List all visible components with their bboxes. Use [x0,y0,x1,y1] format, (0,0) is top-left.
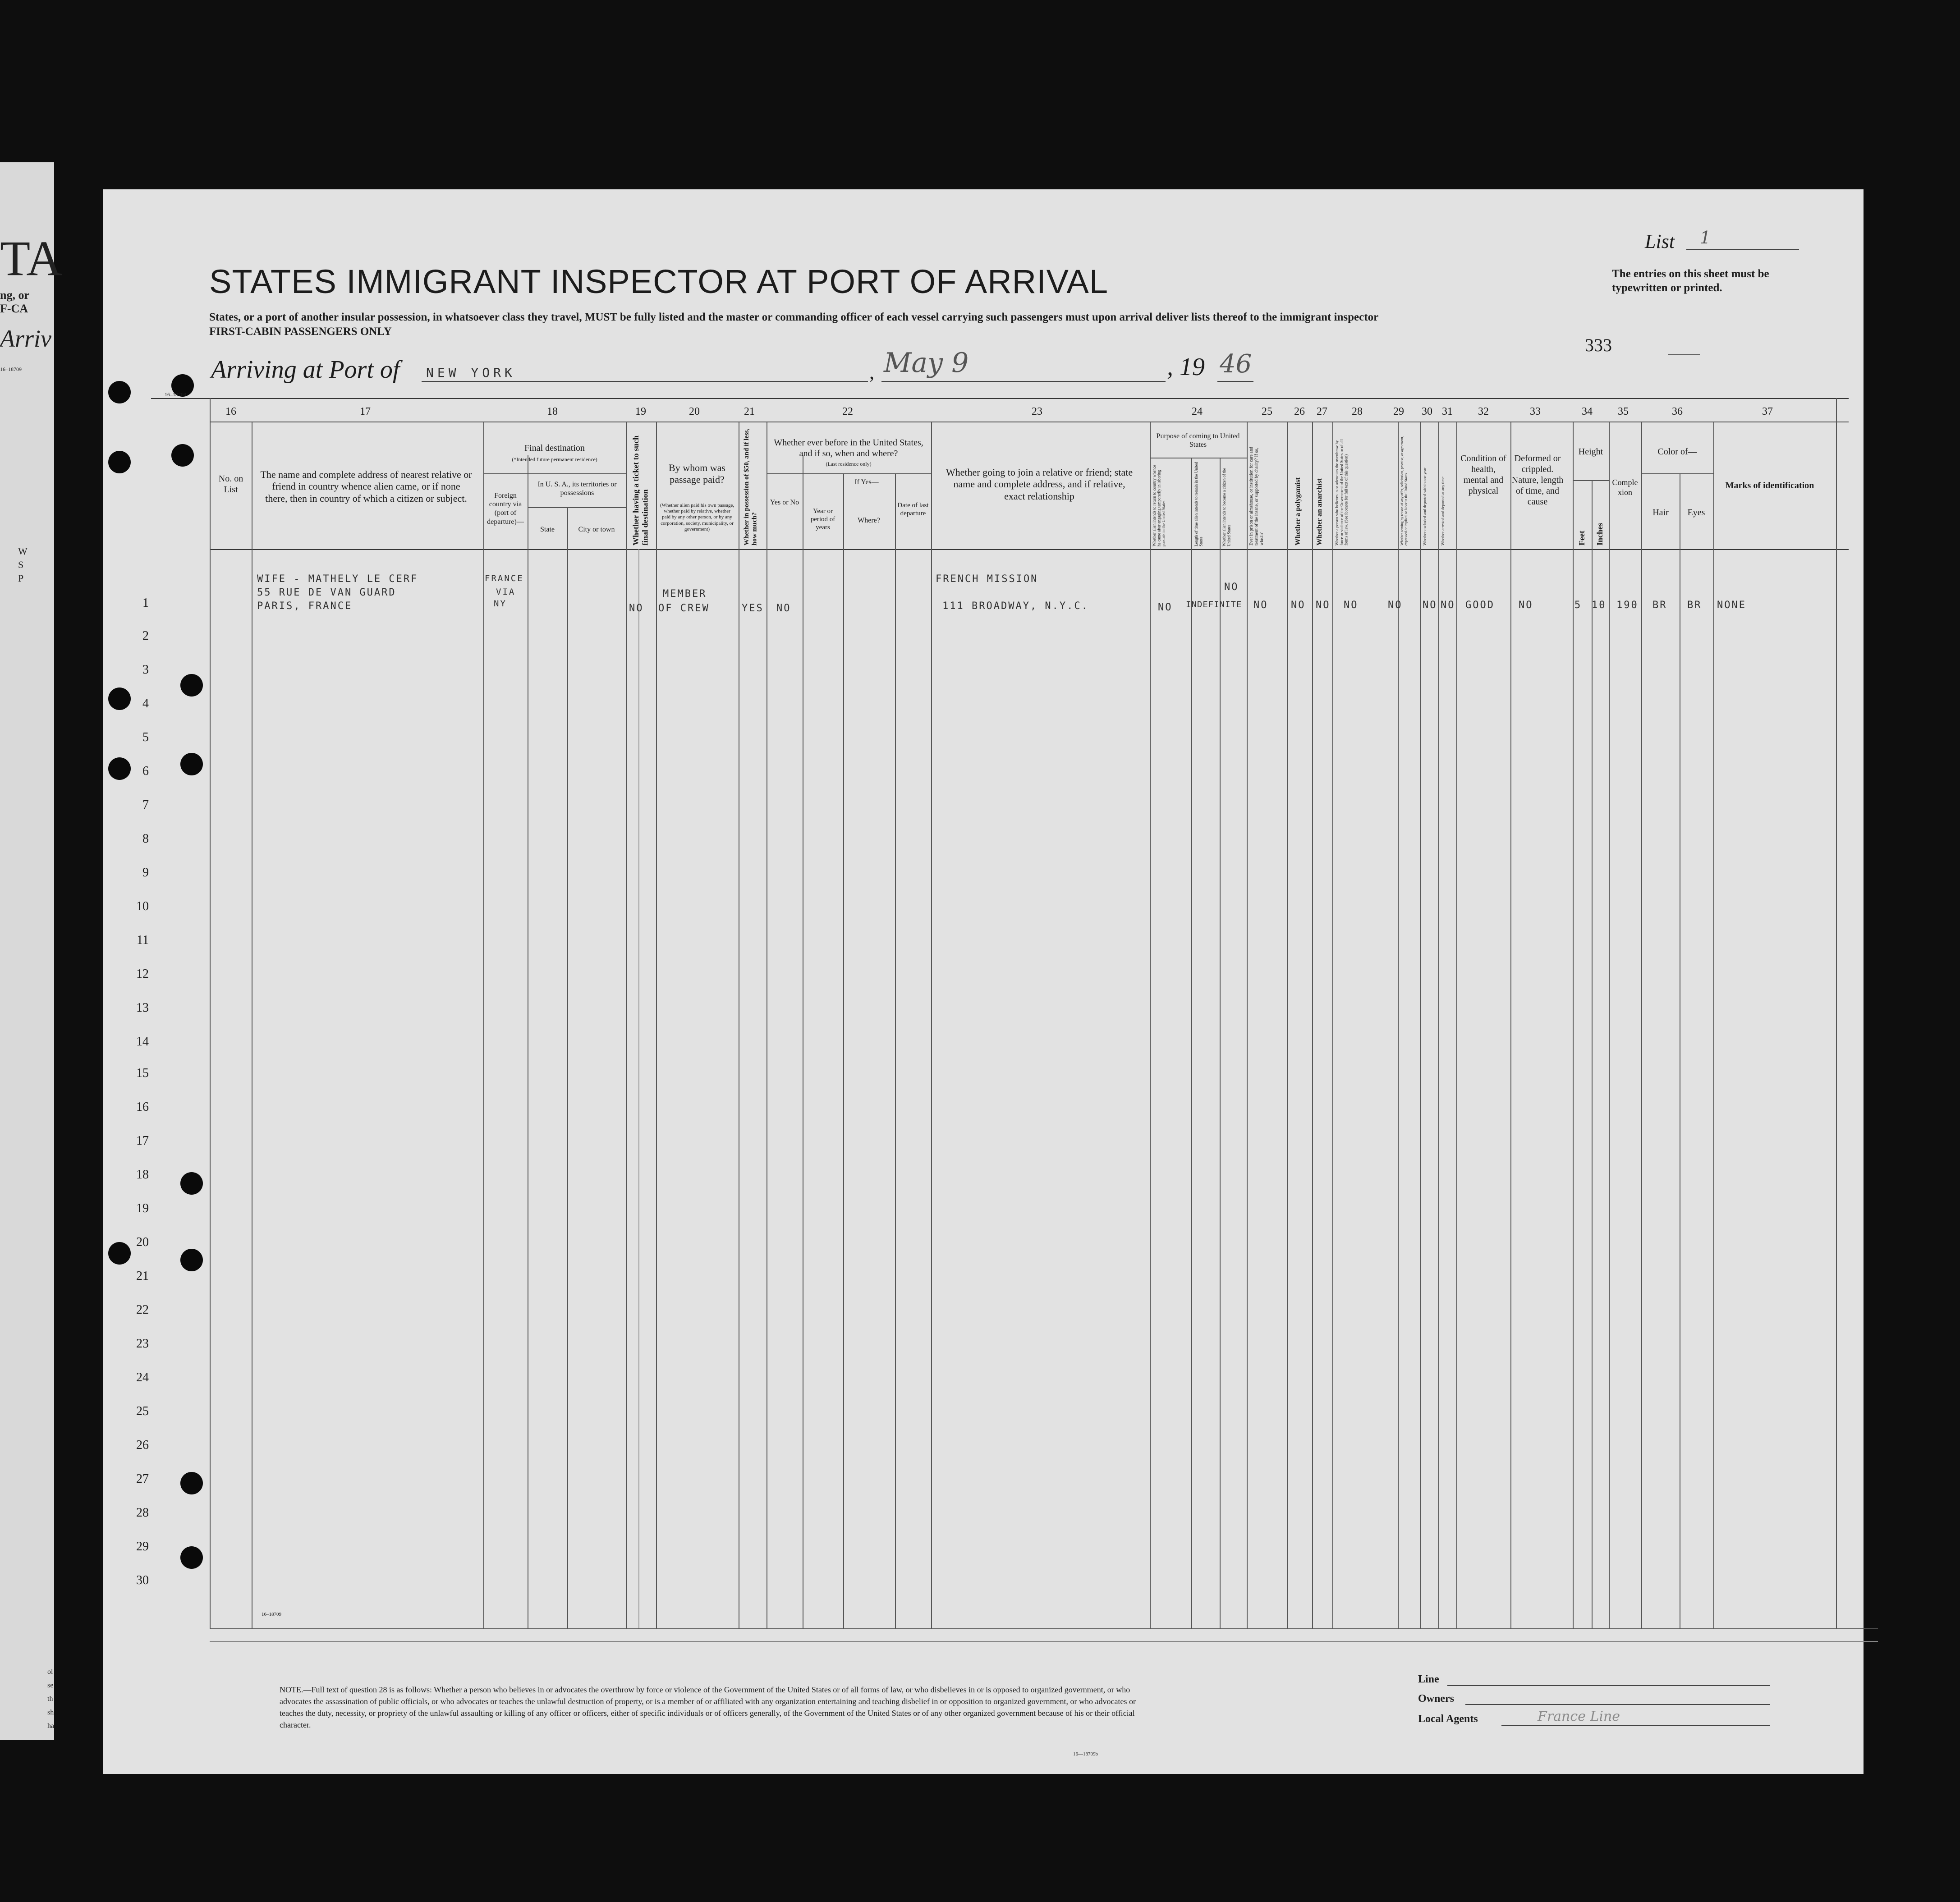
col-header-fifty-dollars: Whether in possession of $50, and if less, how much? [743,428,758,545]
row-number: 12 [136,967,149,981]
fragment-text: F-CA [0,302,28,315]
row-number: 25 [136,1404,149,1418]
entry-relative-line1: WIFE - MATHELY LE CERF [257,573,418,585]
local-agents-label: Local Agents [1418,1713,1478,1725]
row-number: 24 [136,1370,149,1384]
entry-polygamist: NO [1291,600,1306,611]
fragment-text: 16–18709 [0,366,22,372]
list-number: 1 [1700,228,1711,247]
form-code: 16–18709 [165,391,186,398]
entry-foreign-line1: FRANCE [485,573,524,583]
col-header-labor-offer: Whether coming by reason of any offer, solicitation, promise, or agreement, expressed or implied, to labor in the United States [1400,435,1409,545]
col-sub-departure: Date of last departure [897,502,929,517]
col-sub-eyes: Eyes [1687,508,1705,518]
footnote-code: 16—18709b [1073,1751,1098,1757]
col-header-height: Height [1578,447,1603,457]
local-agents-signature: France Line [1538,1709,1620,1724]
entry-anarchist: NO [1316,600,1331,611]
entry-fifty: YES [742,603,764,614]
row-number: 2 [142,629,149,643]
entry-complexion: 190 [1616,600,1639,611]
fragment-text: se [47,1682,54,1689]
row-number: 16 [136,1100,149,1114]
fragment-text: Arriv [0,325,51,352]
col-sub-return: Whether alien intends to return to country whence he came after engaging temporarily in laboring pursuits in the United States [1152,465,1166,546]
row-number: 28 [136,1506,149,1520]
entry-health: GOOD [1465,600,1495,611]
row-number: 7 [142,798,149,812]
entry-prison: NO [1253,600,1268,611]
col-header-purpose: Purpose of coming to United States [1156,432,1240,449]
arrival-year: 46 [1220,349,1252,379]
row-number: 11 [137,933,149,947]
punch-hole [180,1472,203,1494]
entry-passage-line1: MEMBER [663,588,707,600]
col-sub-period: Year or period of years [810,508,835,531]
fragment-text: W [18,545,28,557]
col-number: 31 [1442,406,1453,417]
entry-eyes: BR [1687,600,1702,611]
row-number: 30 [136,1573,149,1587]
arriving-label: Arriving at Port of [211,356,400,384]
col-note: (*Intended future permanent residence) [512,456,597,463]
col-sub-yes-no: Yes or No [770,499,799,506]
row-number: 5 [142,730,149,744]
entry-marks: NONE [1717,600,1746,611]
col-sub-state: State [540,526,555,533]
col-number: 34 [1582,406,1593,417]
fragment-text: ol [47,1668,53,1676]
col-number: 23 [1032,406,1042,417]
owners-label: Owners [1418,1693,1454,1705]
col-header-complexion: Complexion [1612,478,1638,497]
fragment-text: S [18,559,24,570]
row-number: 21 [136,1269,149,1283]
instructions: The entries on this sheet must be typewritten or printed. [1612,268,1769,294]
col-header-before-us: Whether ever before in the United States, and if so, when and where? [774,438,923,458]
col-header-polygamist: Whether a polygamist [1294,477,1302,545]
row-number: 13 [136,1001,149,1015]
col-number: 29 [1393,406,1404,417]
col-header-overthrow: Whether a person who believes in or advocates the overthrow by force or violence of the Government of the United States or of all forms of law. (See footnote for full text of this question) [1335,439,1349,545]
col-number: 22 [842,406,853,417]
entry-feet: 5 [1574,600,1582,611]
punch-hole [171,444,194,467]
entry-length-stay: INDEFINITE [1186,600,1242,610]
row-number: 1 [142,596,149,610]
col-note: (Last residence only) [826,461,872,467]
col-header-marks: Marks of identification [1725,481,1814,490]
row-number: 10 [136,899,149,913]
row-number: 4 [142,697,149,710]
entry-join-line2: 111 BROADWAY, N.Y.C. [942,600,1089,612]
col-number: 33 [1530,406,1541,417]
col-header-ticket: Whether having a ticket to such final destination [631,435,650,545]
sheet-number: 333 [1585,335,1612,355]
col-header-passage: By whom was passage paid? [669,462,725,486]
form-title: STATES IMMIGRANT INSPECTOR AT PORT OF ARRIVAL [209,263,1109,300]
row-number: 20 [136,1235,149,1249]
entry-citizen: NO [1224,582,1239,593]
footnote [280,1684,1145,1731]
row-number: 6 [142,764,149,778]
col-number: 27 [1317,406,1327,417]
entry-inches: 10 [1592,600,1607,611]
col-header-join-relative: Whether going to join a relative or friend; state name and complete address, and if relative, exact relationship [946,467,1133,502]
fragment-text: sh [47,1709,54,1716]
col-number: 26 [1294,406,1305,417]
entry-relative-line3: PARIS, FRANCE [257,600,353,612]
col-header-deported: Whether arrested and deported at any time [1441,477,1445,545]
col-number: 28 [1352,406,1363,417]
punch-hole [180,1172,203,1195]
col-number: 36 [1672,406,1683,417]
row-number: 18 [136,1168,149,1182]
row-number: 26 [136,1438,149,1452]
adjacent-page-fragment [0,162,62,1740]
col-note: (Whether alien paid his own passage, whether paid by relative, whether paid by any other person, or by any corporation, society, municipality, or government) [660,503,734,532]
row-number: 27 [136,1472,149,1486]
arrival-date: May 9 [884,347,969,379]
entry-foreign-line3: NY [494,599,507,609]
col-header-prison: Ever in prison or almshouse, or institution for care and treatment of the insane, or supported by charity? If so, which? [1249,447,1264,545]
list-label: List [1645,230,1675,252]
entry-deported: NO [1441,600,1455,611]
row-number: 23 [136,1337,149,1351]
col-header-health: Condition of health, mental and physical [1460,454,1506,496]
entry-overthrow: NO [1344,600,1359,611]
row-number: 17 [136,1134,149,1148]
row-number: 8 [142,832,149,846]
col-sub-where: Where? [858,517,880,524]
fragment-text: ha [47,1722,55,1730]
col-number: 24 [1192,406,1203,417]
entry-hair: BR [1652,600,1667,611]
col-number: 18 [547,406,558,417]
col-number: 19 [635,406,646,417]
col-sub-length: Length of time alien intends to remain in the United States [1194,462,1203,546]
col-header-excluded: Whether excluded and deported within one year [1423,467,1427,545]
entry-return: NO [1158,602,1173,613]
passenger-class: FIRST-CABIN PASSENGERS ONLY [209,325,392,338]
entry-join-line1: FRENCH MISSION [936,573,1038,585]
row-number: 29 [136,1540,149,1554]
entry-ticket: NO [629,603,644,614]
form-subtitle: States, or a port of another insular possession, in whatsoever class they travel, MUST be fully listed and the master or commanding officer of each vessel carrying such passengers must upon arrival deliver lists thereof to the immigrant inspector [209,311,1379,323]
col-sub-city: City or town [578,526,615,533]
punch-hole [180,1546,203,1569]
manifest-sheet [103,189,1864,1774]
col-sub-foreign-country: Foreign country via (port of departure)— [487,492,524,526]
col-number: 25 [1262,406,1272,417]
entry-relative-line2: 55 RUE DE VAN GUARD [257,587,396,598]
fragment-text: th [47,1695,53,1703]
punch-hole [108,451,131,473]
col-header-deformed: Deformed or crippled. Nature, length of time, and cause [1511,454,1564,507]
row-number: 9 [142,866,149,880]
punch-hole [180,1249,203,1271]
col-number: 30 [1422,406,1432,417]
punch-hole [108,381,131,403]
col-header-color: Color of— [1657,447,1697,457]
row-number: 22 [136,1303,149,1317]
col-number: 37 [1762,406,1773,417]
entry-deformed: NO [1519,600,1533,611]
col-number: 17 [360,406,371,417]
entry-foreign-line2: VIA [496,587,516,597]
footer-form-code: 16–18709 [262,1612,281,1617]
fragment-text: P [18,573,24,584]
col-number: 32 [1478,406,1489,417]
col-sub-hair: Hair [1652,508,1669,518]
fragment-text: TA [0,231,62,286]
entry-labor-offer: NO [1388,600,1403,611]
row-number: 15 [136,1066,149,1080]
col-number: 20 [689,406,700,417]
col-number: 21 [744,406,755,417]
row-number: 3 [142,663,149,677]
entry-passage-line2: OF CREW [658,603,710,614]
col-number: 16 [225,406,236,417]
fragment-text: ng, or [0,289,29,302]
col-header-anarchist: Whether an anarchist [1316,478,1323,545]
punch-hole [180,674,203,697]
port-name: NEW YORK [426,365,516,380]
col-sub-citizen: Whether alien intends to become a citizen of the United States [1222,468,1231,546]
col-header-final-destination: Final destination [524,443,585,453]
line-label: Line [1418,1673,1439,1685]
year-prefix: , 19 [1167,353,1205,381]
row-number: 14 [136,1035,149,1049]
footnote-label: NOTE. [280,1685,303,1694]
col-sub-inches: Inches [1595,522,1604,545]
col-sub-usa: In U. S. A., its territories or possessions [537,481,617,497]
entry-before-us: NO [776,603,791,614]
entry-excluded: NO [1423,600,1437,611]
col-sub-if-yes: If Yes— [854,478,879,486]
row-number: 19 [136,1201,149,1215]
col-sub-feet: Feet [1577,531,1586,545]
col-header-relative: The name and complete address of nearest relative or friend in country whence alien came, or if none there, then in country of which a citizen or subject. [260,469,472,504]
col-header-no-on-list: No. on List [218,474,243,495]
punch-hole [180,753,203,775]
col-number: 35 [1618,406,1629,417]
footnote-text: —Full text of question 28 is as follows: Whether a person who believes in or advocates the overthrow by force or violence of the Government of the United States or of all forms of law, or who disbelieves in or is opposed to organized government, or who advocates the assassination of public officials, or who advocates or teaches the unlawful destruction of property, or is a member of or affiliated with any organization entertaining and teaching disbelief in or opposition to organized government, or who advocates or teaches the duty, necessity, or propriety of the unlawful assaulting or killing of any officer or officers, either of specific individuals or of officers generally, of the Government of the United States or of any other organized government because of his or their official character. [280,1685,1136,1730]
